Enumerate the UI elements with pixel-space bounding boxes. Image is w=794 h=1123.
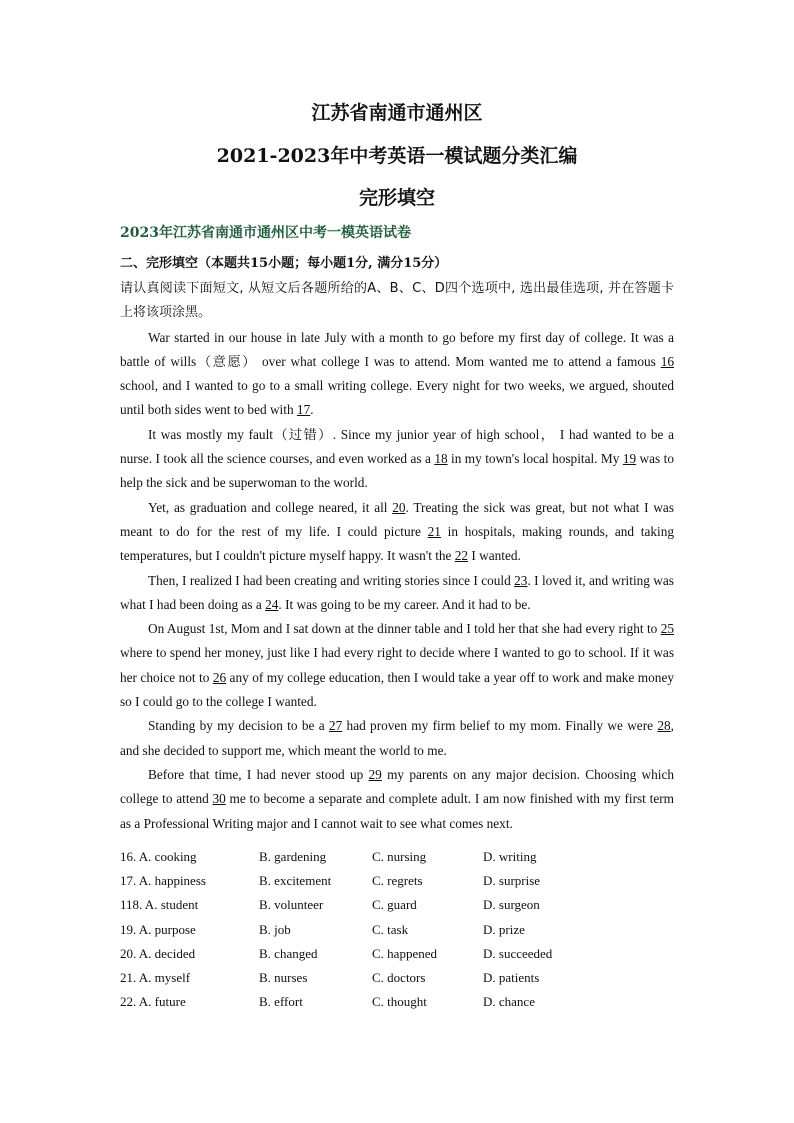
text-run: It was mostly my fault（过错）. Since my junior year of high school， I had wanted to be a nurse. I took all the science courses, and even worked as a [120, 426, 674, 467]
text-run: in my town's local hospital. My [447, 451, 623, 467]
option-c: C. regrets [372, 873, 423, 889]
option-row-19 [120, 918, 680, 942]
text-run: On August 1st, Mom and I sat down at the dinner table and I told her that she had every right to [148, 621, 661, 637]
blank-28: 28 [657, 718, 671, 734]
blank-17: 17 [296, 402, 311, 418]
option-row-17 [120, 869, 680, 893]
passage-body [120, 277, 674, 836]
blank-18: 18 [434, 451, 448, 467]
option-d: D. chance [483, 994, 535, 1010]
text-run: . [310, 402, 314, 418]
option-a: 17. A. happiness [120, 873, 206, 889]
text-run: War started in our house in late July with a month to go before my first day of college. It was a battle of wills（意愿） over what college I was to attend. Mom wanted me to attend a famous [120, 329, 674, 369]
option-b: B. changed [259, 945, 318, 961]
blank-26: 26 [212, 669, 227, 685]
text-run: where to spend her money, just like I had every right to decide where I wanted to go to school. If it was her choice not to [120, 645, 674, 685]
text-run: . I loved it, and writing was what I had been doing as a [120, 572, 674, 612]
option-d: D. surprise [483, 873, 541, 889]
text-run: Then, I realized I had been creating and writing stories since I could [148, 572, 515, 588]
option-b: B. effort [259, 994, 303, 1010]
blank-16: 16 [660, 353, 674, 369]
option-a: 22. A. future [120, 994, 186, 1010]
option-a: 16. A. cooking [120, 849, 197, 864]
option-d: D. prize [483, 921, 525, 937]
blank-22: 22 [454, 548, 469, 564]
option-row-20 [120, 942, 680, 966]
paragraph-2 [120, 423, 674, 496]
paragraph-1 [120, 326, 674, 423]
option-c: C. doctors [372, 969, 426, 985]
option-b: B. job [259, 921, 291, 937]
option-c: C. nursing [372, 849, 427, 864]
option-row-18 [120, 893, 680, 917]
paragraph-4 [120, 569, 674, 618]
answer-options [120, 845, 680, 1014]
text-run: Before that time, I had never stood up [148, 766, 369, 782]
text-run: Standing by my decision to be a [148, 718, 329, 734]
option-d: D. surgeon [483, 897, 540, 913]
text-run: my parents on any major decision. Choosing which college to attend [120, 766, 674, 807]
option-a: 19. A. purpose [120, 921, 196, 937]
blank-21: 21 [427, 523, 441, 539]
option-b: B. volunteer [259, 897, 324, 913]
text-run: in hospitals, making rounds, and taking temperatures, but I couldn't picture myself happy. It wasn't the [120, 523, 675, 564]
text-run: any of my college education, then I would take a year off to work and make money so I could go to the college I wanted. [120, 669, 674, 710]
text-run: had proven my firm belief to my mom. Finally we were [342, 718, 658, 734]
text-run: school, and I wanted to go to a small writing college. Every night for two weeks, we argued, shouted until both sides went to bed with [120, 378, 674, 418]
option-a: 118. A. student [120, 897, 199, 913]
option-row-22 [120, 990, 680, 1014]
blank-19: 19 [622, 451, 637, 467]
blank-24: 24 [265, 596, 279, 612]
option-d: D. succeeded [483, 945, 553, 961]
text-run: . It was going to be my career. And it had to be. [278, 596, 531, 612]
paragraph-3 [120, 496, 674, 569]
text-run: , and she decided to support me, which meant the world to me. [120, 718, 674, 758]
doc-title-main: 2021-2023年中考英语一模试题分类汇编 [216, 145, 578, 167]
option-c: C. guard [372, 897, 417, 913]
blank-29: 29 [368, 766, 382, 782]
option-row-16 [120, 845, 680, 869]
text-run: . Treating the sick was great, but not what I was meant to do for the rest of my life. I could picture [120, 499, 674, 539]
option-d: D. patients [483, 969, 540, 985]
paragraph-7 [120, 763, 674, 836]
option-d: D. writing [483, 849, 537, 864]
text-run: was to help the sick and be superwoman to the world. [120, 451, 674, 491]
doc-title-topic: 完形填空 [358, 187, 435, 209]
option-c: C. task [372, 921, 409, 937]
option-c: C. happened [372, 945, 437, 961]
blank-27: 27 [328, 718, 343, 734]
option-a: 20. A. decided [120, 945, 196, 961]
paragraph-6 [120, 714, 674, 763]
blank-20: 20 [392, 499, 406, 515]
text-run: Yet, as graduation and college neared, it all [148, 499, 393, 515]
blank-23: 23 [514, 572, 528, 588]
text-run: I wanted. [468, 548, 521, 564]
blank-25: 25 [660, 621, 674, 637]
option-b: B. excitement [259, 873, 332, 889]
exam-title: 2023年江苏省南通市通州区中考一模英语试卷 [120, 225, 411, 241]
option-b: B. gardening [259, 849, 327, 864]
doc-title-region: 江苏省南通市通州区 [311, 102, 483, 124]
option-b: B. nurses [259, 969, 308, 985]
option-row-21 [120, 966, 680, 990]
option-a: 21. A. myself [120, 969, 191, 985]
option-c: C. thought [372, 994, 427, 1010]
section-title: 二、完形填空（本题共15小题；每小题1分, 满分15分） [120, 256, 448, 271]
instructions: 请认真阅读下面短文, 从短文后各题所给的A、B、C、D四个选项中, 选出最佳选项, 并在答题卡上将该项涂黑。 [120, 281, 674, 321]
text-run: me to become a separate and complete adult. I am now finished with my first term as a Professional Writing major and I cannot wait to see what comes next. [120, 791, 674, 831]
blank-30: 30 [212, 791, 226, 807]
paragraph-5 [120, 617, 674, 714]
